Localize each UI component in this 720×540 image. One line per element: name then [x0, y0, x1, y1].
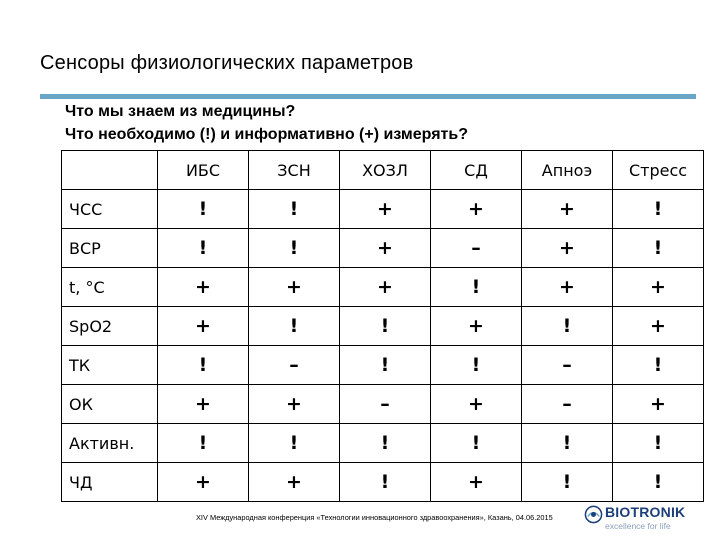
table-corner-cell [62, 151, 158, 190]
table-cell: ! [613, 190, 704, 229]
table-cell: – [522, 385, 613, 424]
table-cell: – [340, 385, 431, 424]
conference-footer: XIV Международная конференция «Технологии инновационного здравоохранения», Казань, 04.06.2015 [196, 513, 553, 522]
table-cell: + [613, 268, 704, 307]
row-label: ВСР [62, 229, 158, 268]
row-label: ЧСС [62, 190, 158, 229]
table-cell: ! [249, 307, 340, 346]
brand-tagline: excellence for life [605, 521, 671, 531]
table-cell: + [340, 190, 431, 229]
table-cell: ! [431, 268, 522, 307]
title-underline [40, 94, 696, 99]
table-cell: – [522, 346, 613, 385]
table-cell: ! [158, 346, 249, 385]
table-cell: ! [431, 346, 522, 385]
table-cell: + [158, 307, 249, 346]
table-row [62, 268, 704, 307]
table-row [62, 229, 704, 268]
table-cell: + [613, 307, 704, 346]
subtitle-question-1: Что мы знаем из медицины? [65, 103, 296, 120]
table-row [62, 424, 704, 463]
table-cell: ! [522, 424, 613, 463]
table-cell: + [249, 463, 340, 502]
column-header: ХОЗЛ [340, 151, 431, 190]
table-cell: + [431, 463, 522, 502]
table-cell: + [431, 190, 522, 229]
table-cell: ! [613, 229, 704, 268]
table-cell: ! [249, 229, 340, 268]
row-label: t, °C [62, 268, 158, 307]
table-cell: ! [249, 190, 340, 229]
table-cell: ! [340, 307, 431, 346]
table-cell: ! [522, 307, 613, 346]
table-cell: + [431, 307, 522, 346]
table-cell: + [340, 268, 431, 307]
row-label: SpO2 [62, 307, 158, 346]
row-label: ОК [62, 385, 158, 424]
row-label: ЧД [62, 463, 158, 502]
table-cell: ! [431, 424, 522, 463]
table-row [62, 346, 704, 385]
column-header: СД [431, 151, 522, 190]
table-cell: ! [340, 424, 431, 463]
table-cell: + [340, 229, 431, 268]
slide-title: Сенсоры физиологических параметров [40, 52, 414, 74]
row-label: ТК [62, 346, 158, 385]
table-cell: + [522, 268, 613, 307]
row-label: Активн. [62, 424, 158, 463]
table-cell: + [249, 268, 340, 307]
table-cell: – [431, 229, 522, 268]
column-header: ЗСН [249, 151, 340, 190]
table-row [62, 463, 704, 502]
table-cell: + [522, 229, 613, 268]
sensor-disease-matrix [61, 150, 704, 502]
table-cell: ! [340, 346, 431, 385]
table-cell: ! [158, 424, 249, 463]
column-header: Стресс [613, 151, 704, 190]
table-cell: + [522, 190, 613, 229]
table-cell: ! [613, 463, 704, 502]
table-cell: ! [158, 229, 249, 268]
table-cell: – [249, 346, 340, 385]
column-header: Апноэ [522, 151, 613, 190]
brand-name: BIOTRONIK [605, 504, 686, 520]
table-cell: ! [340, 463, 431, 502]
table-cell: ! [158, 190, 249, 229]
table-cell: + [158, 385, 249, 424]
table-row [62, 385, 704, 424]
table-cell: + [249, 385, 340, 424]
biotronik-logo [584, 501, 702, 533]
table-cell: + [431, 385, 522, 424]
biotronik-logo-icon [584, 505, 603, 524]
table-cell: ! [613, 424, 704, 463]
table-cell: + [158, 268, 249, 307]
table-cell: ! [249, 424, 340, 463]
table-cell: ! [522, 463, 613, 502]
table-row [62, 190, 704, 229]
table-header-row [62, 151, 704, 190]
table-cell: + [613, 385, 704, 424]
table-cell: + [158, 463, 249, 502]
table-row [62, 307, 704, 346]
subtitle-question-2: Что необходимо (!) и информативно (+) измерять? [65, 126, 468, 143]
table-cell: ! [613, 346, 704, 385]
column-header: ИБС [158, 151, 249, 190]
